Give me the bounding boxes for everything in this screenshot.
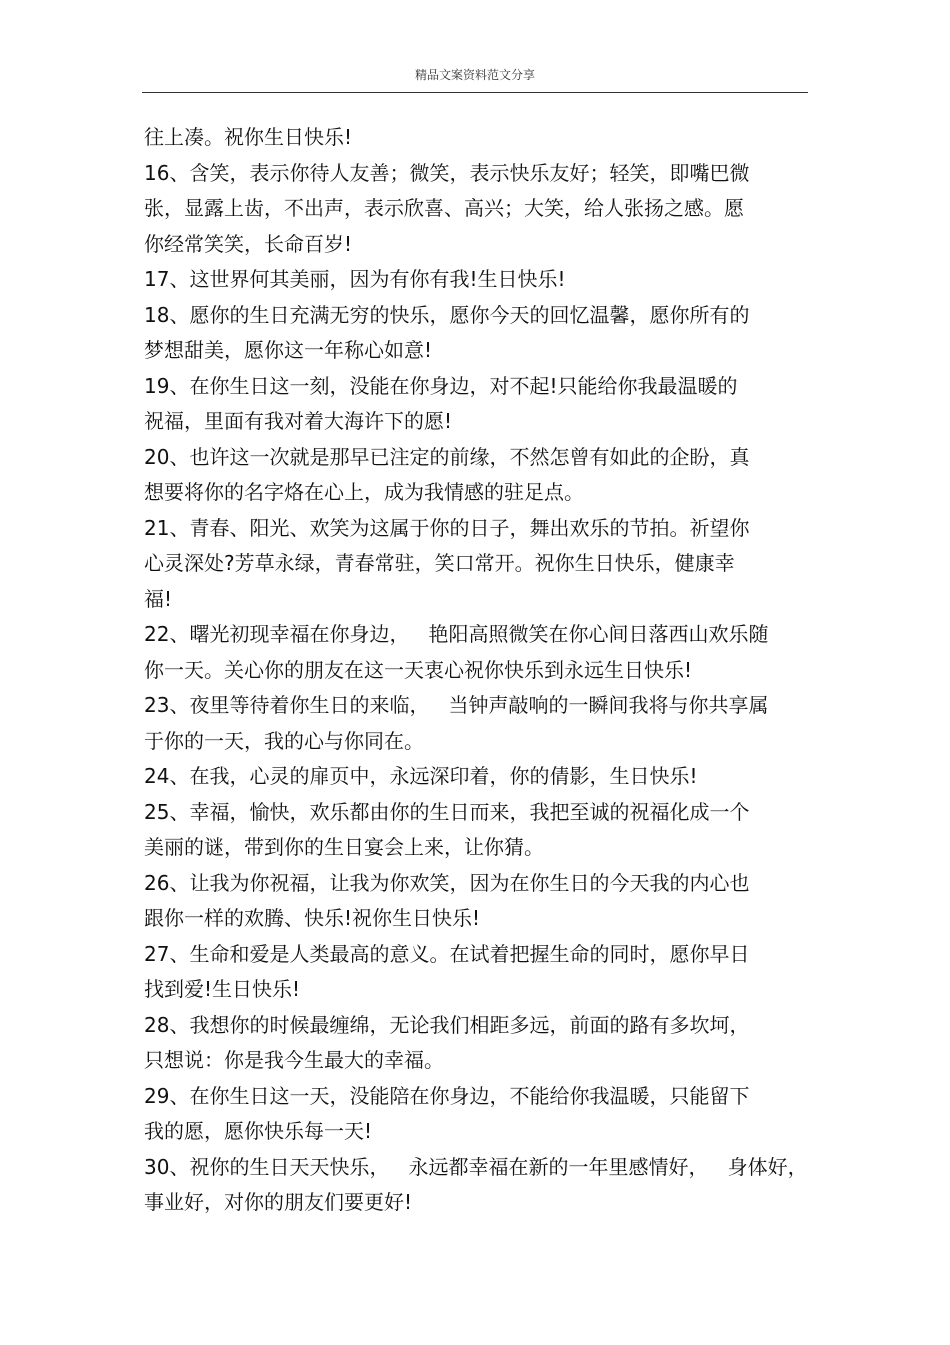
text-line: 心灵深处?芳草永绿，青春常驻，笑口常开。祝你生日快乐，健康幸 [144, 551, 735, 575]
text-line: 19、在你生日这一刻，没能在你身边，对不起!只能给你我最温暖的 [144, 373, 738, 398]
text-line: 16、含笑，表示你待人友善；微笑，表示快乐友好；轻笑，即嘴巴微 [144, 160, 750, 185]
text-line: 23、夜里等待着你生日的来临， 当钟声敲响的一瞬间我将与你共享属 [144, 693, 769, 717]
text-line: 祝福，里面有我对着大海许下的愿! [144, 409, 453, 433]
text-line: 只想说：你是我今生最大的幸福。 [144, 1048, 444, 1072]
text-line: 跟你一样的欢腾、快乐!祝你生日快乐! [144, 906, 481, 930]
text-line: 17、这世界何其美丽，因为有你有我!生日快乐! [144, 267, 566, 291]
text-line: 28、我想你的时候最缠绵，无论我们相距多远，前面的路有多坎坷， [144, 1012, 750, 1037]
text-line: 我的愿，愿你快乐每一天! [144, 1119, 373, 1143]
text-line: 张，显露上齿，不出声，表示欣喜、高兴；大笑，给人张扬之感。愿 [144, 196, 744, 220]
text-line: 29、在你生日这一天，没能陪在你身边，不能给你我温暖，只能留下 [144, 1083, 750, 1108]
text-line: 福! [144, 586, 173, 611]
text-line: 24、在我，心灵的扉页中，永远深印着，你的倩影，生日快乐! [144, 764, 698, 788]
text-line: 27、生命和爱是人类最高的意义。在试着把握生命的同时，愿你早日 [144, 941, 750, 966]
header-title: 精品文案资料范文分享 [414, 68, 535, 82]
text-line: 于你的一天，我的心与你同在。 [144, 728, 424, 753]
text-line: 30、祝你的生日天天快乐， 永远都幸福在新的一年里感情好， 身体好， [144, 1154, 808, 1179]
document-body [144, 120, 808, 1221]
text-line: 18、愿你的生日充满无穷的快乐，愿你今天的回忆温馨，愿你所有的 [144, 302, 750, 327]
text-line: 找到爱!生日快乐! [144, 977, 301, 1001]
text-line: 25、幸福，愉快，欢乐都由你的生日而来，我把至诚的祝福化成一个 [144, 799, 750, 824]
text-line: 美丽的谜，带到你的生日宴会上来，让你猜。 [144, 835, 544, 859]
text-line: 你一天。关心你的朋友在这一天衷心祝你快乐到永远生日快乐! [144, 657, 693, 682]
page-header [142, 62, 808, 93]
text-line: 梦想甜美，愿你这一年称心如意! [144, 338, 433, 362]
text-line: 往上凑。祝你生日快乐! [144, 125, 353, 149]
text-line: 22、曙光初现幸福在你身边， 艳阳高照微笑在你心间日落西山欢乐随 [144, 622, 769, 646]
text-line: 你经常笑笑，长命百岁! [144, 231, 353, 256]
text-line: 事业好，对你的朋友们要更好! [144, 1190, 413, 1214]
text-line: 20、也许这一次就是那早已注定的前缘，不然怎曾有如此的企盼，真 [144, 444, 750, 469]
text-line: 21、青春、阳光、欢笑为这属于你的日子，舞出欢乐的节拍。祈望你 [144, 515, 750, 540]
text-line: 想要将你的名字烙在心上，成为我情感的驻足点。 [144, 480, 584, 504]
text-line: 26、让我为你祝福，让我为你欢笑，因为在你生日的今天我的内心也 [144, 870, 750, 895]
